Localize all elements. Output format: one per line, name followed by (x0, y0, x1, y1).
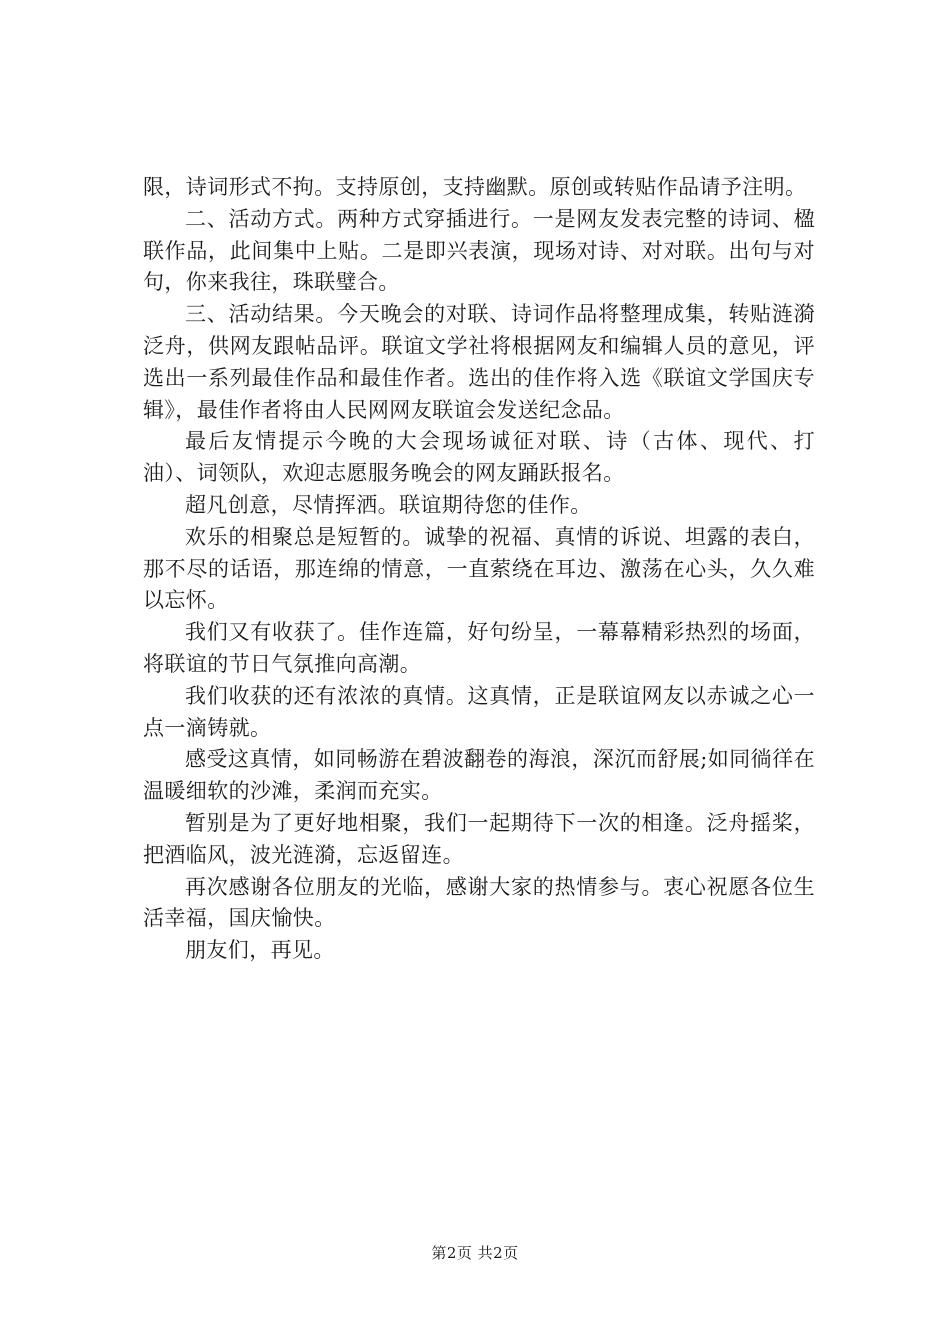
paragraph-harvest: 我们又有收获了。佳作连篇，好句纷呈，一幕幕精彩热烈的场面，将联谊的节日气氛推向高潮。 (143, 620, 815, 676)
paragraph-feeling-sincerity: 感受这真情，如同畅游在碧波翻卷的海浪，深沉而舒展;如同徜徉在温暖细软的沙滩，柔润而充实。 (143, 747, 815, 804)
paragraph-joyful-gathering: 欢乐的相聚总是短暂的。诚挚的祝福、真情的诉说、坦露的表白，那不尽的话语，那连绵的情意，一直萦绕在耳边、激荡在心头，久久难以忘怀。 (143, 524, 815, 613)
paragraph-friendly-reminder: 最后友情提示今晚的大会现场诚征对联、诗（古体、现代、打油）、词领队，欢迎志愿服务晚会的网友踊跃报名。 (143, 429, 815, 486)
paragraph-farewell: 暂别是为了更好地相聚，我们一起期待下一次的相逢。泛舟摇桨，把酒临风，波光涟漪，忘返留连。 (143, 810, 815, 867)
page-number-footer: 第2页 共2页 (431, 1244, 519, 1262)
paragraph-activity-result: 三、活动结果。今天晚会的对联、诗词作品将整理成集，转贴涟漪泛舟，供网友跟帖品评。联谊文学社将根据网友和编辑人员的意见，评选出一系列最佳作品和最佳作者。选出的佳作将入选《联谊文学国庆专辑》，最佳作者将由人民网网友联谊会发送纪念品。 (143, 302, 815, 422)
paragraph-thanks: 再次感谢各位朋友的光临，感谢大家的热情参与。衷心祝愿各位生活幸福，国庆愉快。 (143, 874, 815, 931)
paragraph-continuation: 限，诗词形式不拘。支持原创，支持幽默。原创或转贴作品请予注明。 (143, 175, 807, 199)
paragraph-true-feelings: 我们收获的还有浓浓的真情。这真情，正是联谊网友以赤诚之心一点一滴铸就。 (143, 683, 815, 740)
document-body (143, 172, 815, 967)
paragraph-activity-method: 二、活动方式。两种方式穿插进行。一是网友发表完整的诗词、楹联作品，此间集中上贴。二是即兴表演，现场对诗、对对联。出句与对句，你来我往，珠联璧合。 (143, 206, 815, 295)
paragraph-creativity: 超凡创意，尽情挥洒。联谊期待您的佳作。 (185, 492, 592, 517)
paragraph-goodbye: 朋友们，再见。 (185, 938, 335, 963)
